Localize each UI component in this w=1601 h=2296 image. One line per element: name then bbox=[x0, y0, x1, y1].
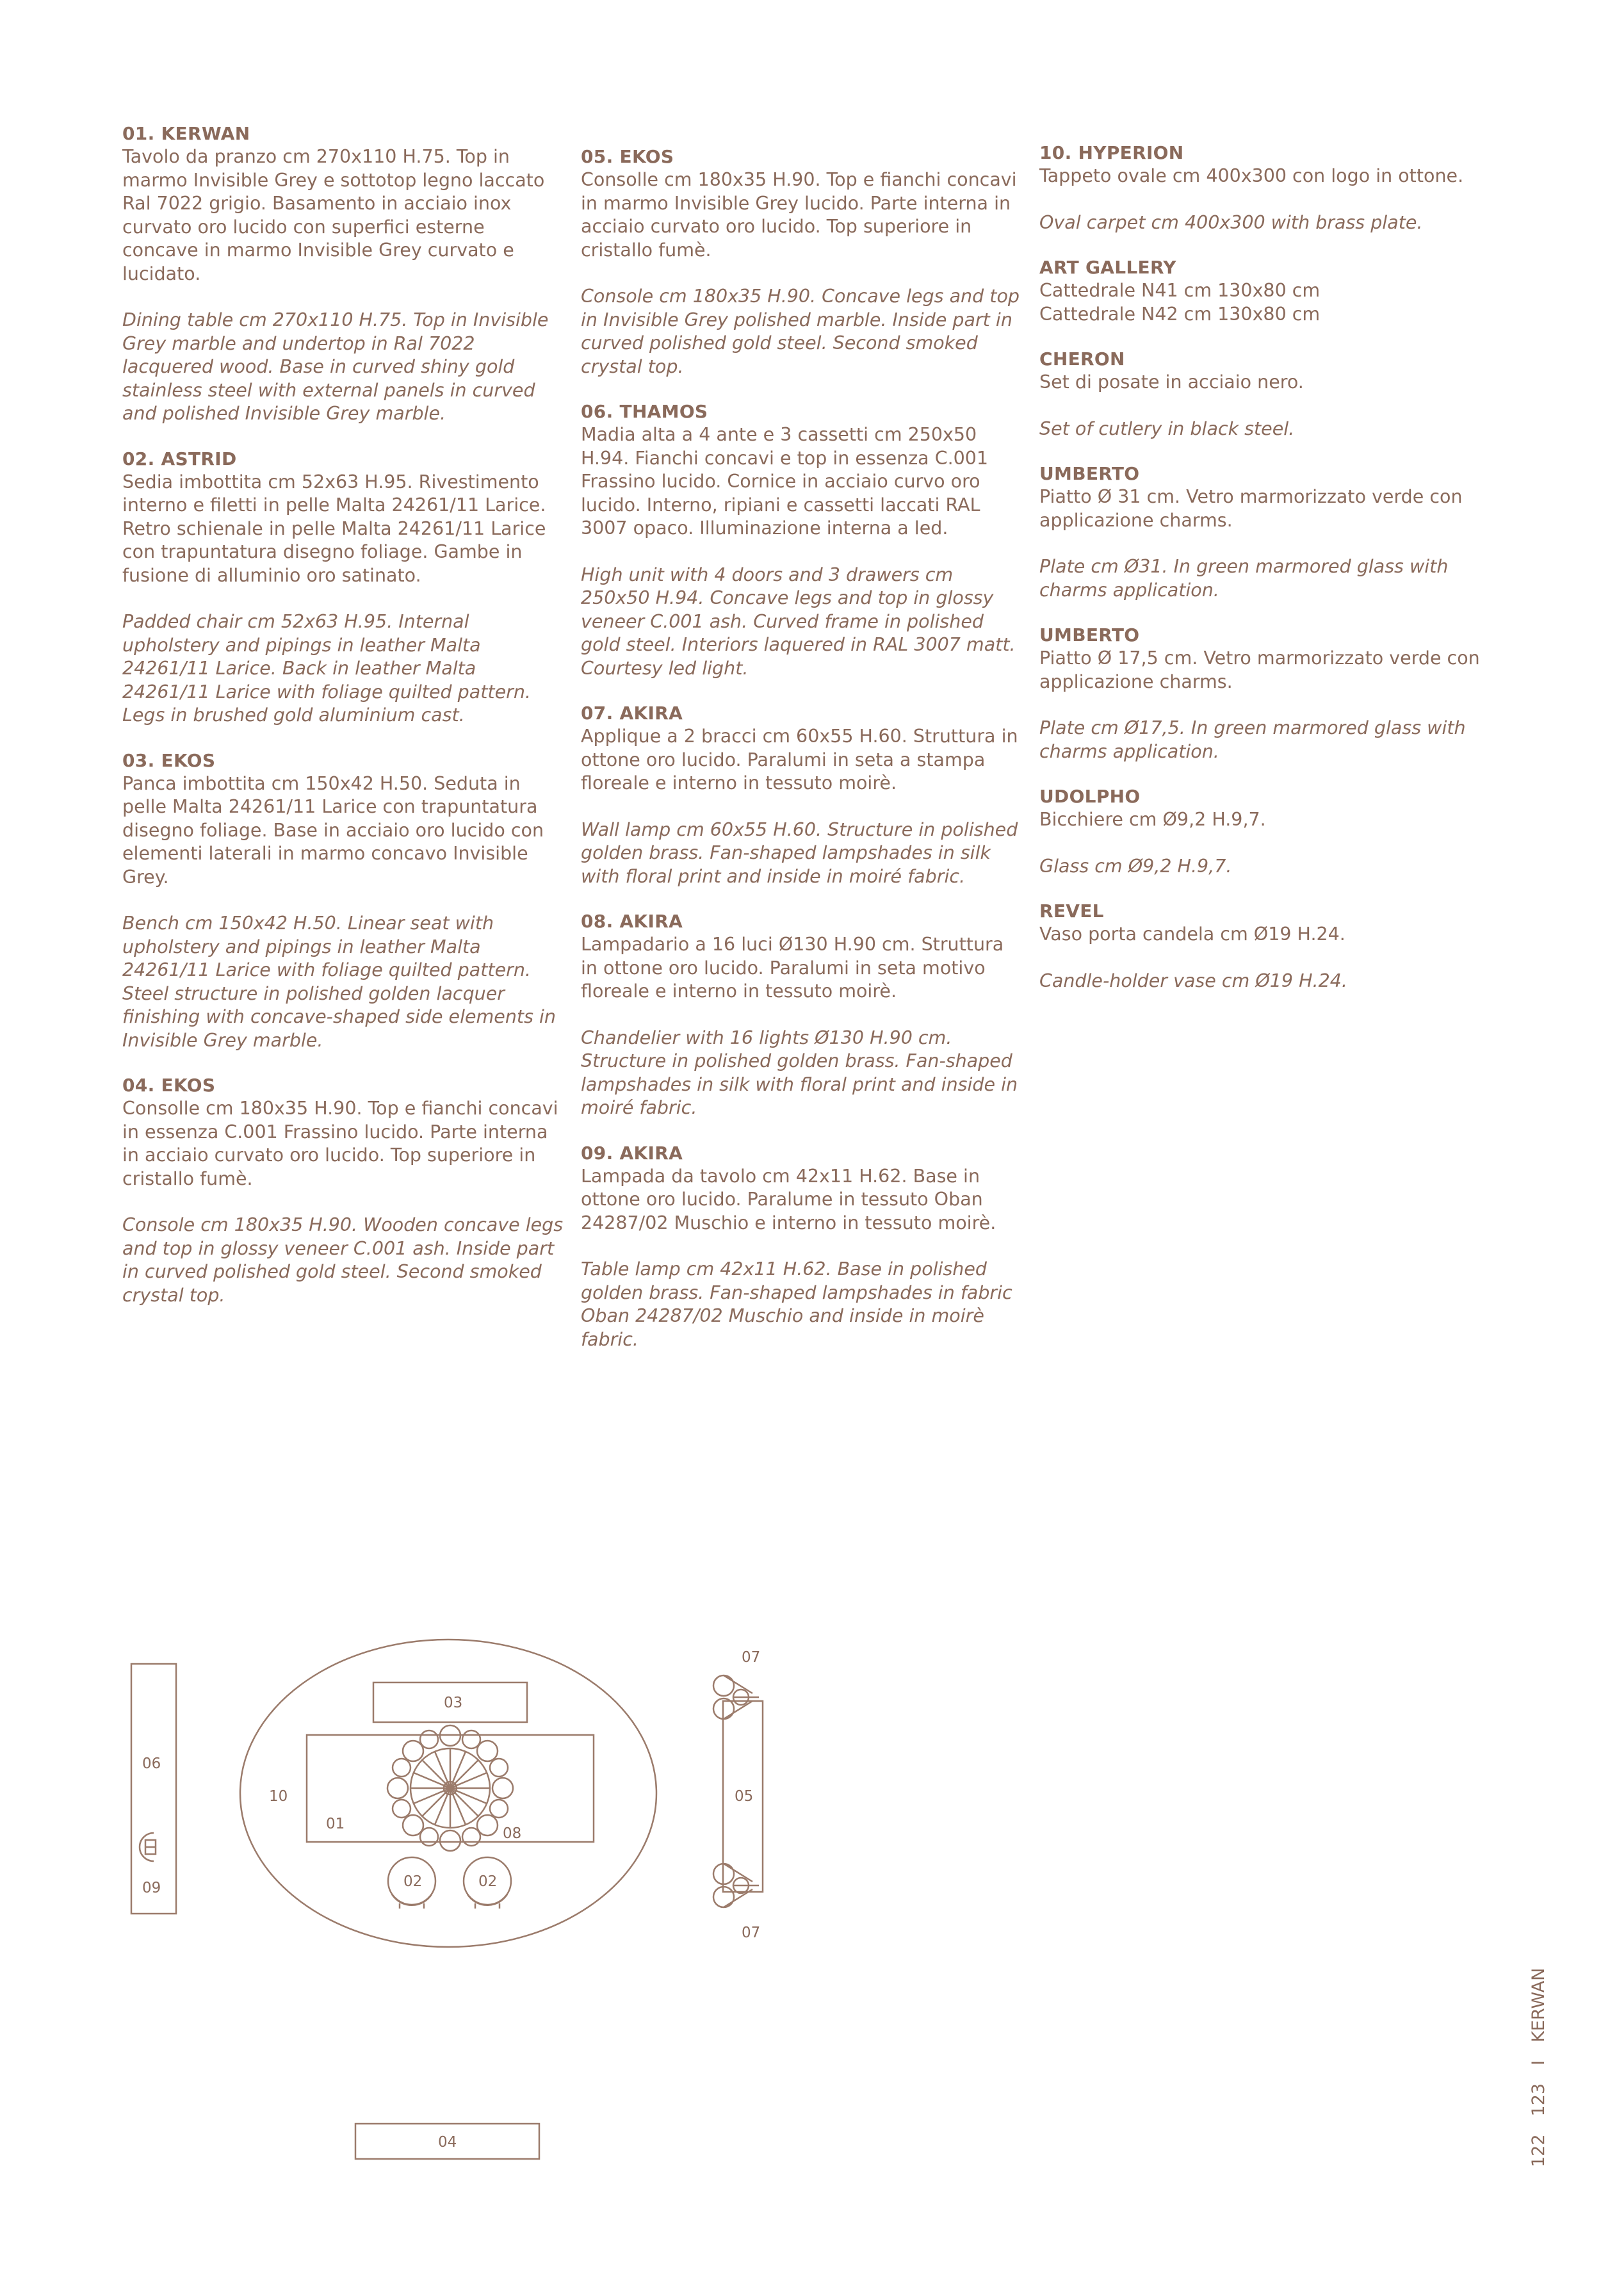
chandelier-08-icon bbox=[387, 1725, 513, 1851]
entry-italian: Sedia imbottita cm 52x63 H.95. Rivestimento interno e filetti in pelle Malta 24261/11 Larice. Retro schienale in pelle Malta 24261/11 Larice con trapuntatura disegno foliage. Gambe in fusione di alluminio oro satinato. bbox=[122, 471, 546, 586]
entry-english: Candle-holder vase cm Ø19 H.24. bbox=[1039, 970, 1347, 991]
label-07-top: 07 bbox=[742, 1649, 761, 1666]
entry-english: Plate cm Ø17,5. In green marmored glass with charms application. bbox=[1039, 717, 1466, 762]
artwork-line: Cattedrale N41 cm 130x80 cm bbox=[1039, 280, 1321, 301]
label-07-bottom: 07 bbox=[742, 1925, 761, 1941]
entry-title: 05. EKOS bbox=[581, 146, 674, 167]
entry-italian: Consolle cm 180x35 H.90. Top e fianchi concavi in essenza C.001 Frassino lucido. Parte interna in acciaio curvato oro lucido. Top superiore in cristallo fumè. bbox=[122, 1098, 558, 1189]
entry-italian: Bicchiere cm Ø9,2 H.9,7. bbox=[1039, 809, 1266, 830]
label-10: 10 bbox=[269, 1788, 288, 1805]
label-01: 01 bbox=[326, 1816, 345, 1832]
entry-title: 10. HYPERION bbox=[1039, 142, 1184, 163]
label-03: 03 bbox=[444, 1695, 463, 1711]
wall-lamp-07-bottom-icon bbox=[713, 1864, 759, 1907]
entry-english: Set of cutlery in black steel. bbox=[1039, 418, 1295, 439]
section-title: KERWAN bbox=[1529, 1967, 1548, 2042]
entry-title: UMBERTO bbox=[1039, 463, 1140, 484]
entry-title: 02. ASTRID bbox=[122, 448, 237, 469]
label-06: 06 bbox=[142, 1755, 161, 1772]
entry-english: Bench cm 150x42 H.50. Linear seat with upholstery and pipings in leather Malta 24261/11 Larice with foliage quilted pattern. Steel structure in polished golden lacquer finishing with concave-shaped side elements in Invisible Grey marble. bbox=[122, 913, 556, 1051]
label-02-right: 02 bbox=[478, 1873, 498, 1890]
entry-english: Wall lamp cm 60x55 H.60. Structure in polished golden brass. Fan-shaped lampshades in silk with floral print and inside in moiré fabric. bbox=[581, 818, 1018, 887]
entry-english: Dining table cm 270x110 H.75. Top in Invisible Grey marble and undertop in Ral 7022 lacquered wood. Base in curved shiny gold stainless steel with external panels in curved and polished Invisible Grey marble. bbox=[122, 309, 549, 424]
entry-title: 07. AKIRA bbox=[581, 703, 683, 724]
entry-italian: Lampada da tavolo cm 42x11 H.62. Base in ottone oro lucido. Paralume in tessuto Oban 24287/02 Muschio e interno in tessuto moirè. bbox=[581, 1165, 996, 1233]
entry-italian: Panca imbottita cm 150x42 H.50. Seduta in pelle Malta 24261/11 Larice con trapuntatura disegno foliage. Base in acciaio oro lucido con elementi laterali in marmo concavo Invisible Grey. bbox=[122, 772, 544, 888]
entry-title: 08. AKIRA bbox=[581, 911, 683, 932]
label-08: 08 bbox=[503, 1825, 522, 1842]
entry-italian: Madia alta a 4 ante e 3 cassetti cm 250x50 H.94. Fianchi concavi e top in essenza C.001 Frassino lucido. Cornice in acciaio curvo oro lucido. Interno, ripiani e cassetti laccati RAL 3007 opaco. Illuminazione interna a led. bbox=[581, 424, 989, 539]
entry-english: Oval carpet cm 400x300 with brass plate. bbox=[1039, 211, 1423, 233]
entry-italian: Tappeto ovale cm 400x300 con logo in ottone. bbox=[1039, 165, 1464, 186]
entry-italian: Lampadario a 16 luci Ø130 H.90 cm. Struttura in ottone oro lucido. Paralumi in seta motivo floreale e interno in tessuto moirè. bbox=[581, 934, 1004, 1002]
entry-title: 03. EKOS bbox=[122, 749, 216, 771]
entry-english: Chandelier with 16 lights Ø130 H.90 cm. Structure in polished golden brass. Fan-shaped lampshades in silk with floral print and inside in moiré fabric. bbox=[581, 1027, 1018, 1118]
entry-english: Console cm 180x35 H.90. Concave legs and top in Invisible Grey polished marble. Inside part in curved polished gold steel. Second smoked crystal top. bbox=[581, 286, 1020, 377]
entry-title: CHERON bbox=[1039, 348, 1125, 370]
entry-italian: Consolle cm 180x35 H.90. Top e fianchi concavi in marmo Invisible Grey lucido. Parte interna in acciaio curvato oro lucido. Top superiore in cristallo fumè. bbox=[581, 169, 1017, 261]
entry-italian: Piatto Ø 17,5 cm. Vetro marmorizzato verde con applicazione charms. bbox=[1039, 647, 1480, 692]
artwork-line: Cattedrale N42 cm 130x80 cm bbox=[1039, 303, 1321, 325]
label-09: 09 bbox=[142, 1880, 161, 1896]
entry-english: Console cm 180x35 H.90. Wooden concave legs and top in glossy veneer C.001 ash. Inside part in curved polished gold steel. Second smoked crystal top. bbox=[122, 1214, 564, 1306]
entry-title: 09. AKIRA bbox=[581, 1142, 683, 1164]
entry-english: Table lamp cm 42x11 H.62. Base in polished golden brass. Fan-shaped lampshades in fabric Oban 24287/02 Muschio and inside in moirè fabric. bbox=[581, 1258, 1012, 1350]
entry-italian: Vaso porta candela cm Ø19 H.24. bbox=[1039, 924, 1345, 945]
entry-italian: Applique a 2 bracci cm 60x55 H.60. Struttura in ottone oro lucido. Paralumi in seta a stampa floreale e interno in tessuto moirè. bbox=[581, 726, 1018, 794]
entry-title: UMBERTO bbox=[1039, 624, 1140, 646]
entry-title: 06. THAMOS bbox=[581, 401, 708, 422]
entry-title: REVEL bbox=[1039, 900, 1104, 922]
entry-italian: Set di posate in acciaio nero. bbox=[1039, 371, 1304, 393]
entry-english: Glass cm Ø9,2 H.9,7. bbox=[1039, 855, 1232, 877]
page-number-right: 123 bbox=[1529, 2083, 1548, 2117]
entry-title: ART GALLERY bbox=[1039, 257, 1176, 278]
entry-title: 04. EKOS bbox=[122, 1075, 216, 1096]
entry-italian: Piatto Ø 31 cm. Vetro marmorizzato verde con applicazione charms. bbox=[1039, 486, 1463, 531]
entry-english: High unit with 4 doors and 3 drawers cm 250x50 H.94. Concave legs and top in glossy veneer C.001 ash. Curved frame in polished gold steel. Interiors laquered in RAL 3007 matt. Courtesy led light. bbox=[581, 564, 1016, 679]
sideboard-06 bbox=[131, 1664, 176, 1914]
label-04: 04 bbox=[438, 2134, 457, 2151]
entry-english: Plate cm Ø31. In green marmored glass with charms application. bbox=[1039, 556, 1449, 601]
page-number-left: 122 bbox=[1529, 2134, 1548, 2167]
entry-title: UDOLPHO bbox=[1039, 786, 1141, 807]
entry-italian: Tavolo da pranzo cm 270x110 H.75. Top in marmo Invisible Grey e sottotop legno laccato Ral 7022 grigio. Basamento in acciaio inox curvato oro lucido con superfici esterne concave in marmo Invisible Grey curvato e lucidato. bbox=[122, 146, 545, 284]
label-02-left: 02 bbox=[403, 1873, 423, 1890]
label-05: 05 bbox=[735, 1788, 754, 1805]
entry-title: 01. KERWAN bbox=[122, 123, 250, 144]
entry-english: Padded chair cm 52x63 H.95. Internal upholstery and pipings in leather Malta 24261/11 Larice. Back in leather Malta 24261/11 Larice with foliage quilted pattern. Legs in brushed gold aluminium cast. bbox=[122, 611, 531, 726]
page-footer bbox=[1529, 1967, 1548, 2167]
wall-lamp-07-top-icon bbox=[713, 1675, 759, 1719]
footer-separator: I bbox=[1529, 2060, 1548, 2065]
